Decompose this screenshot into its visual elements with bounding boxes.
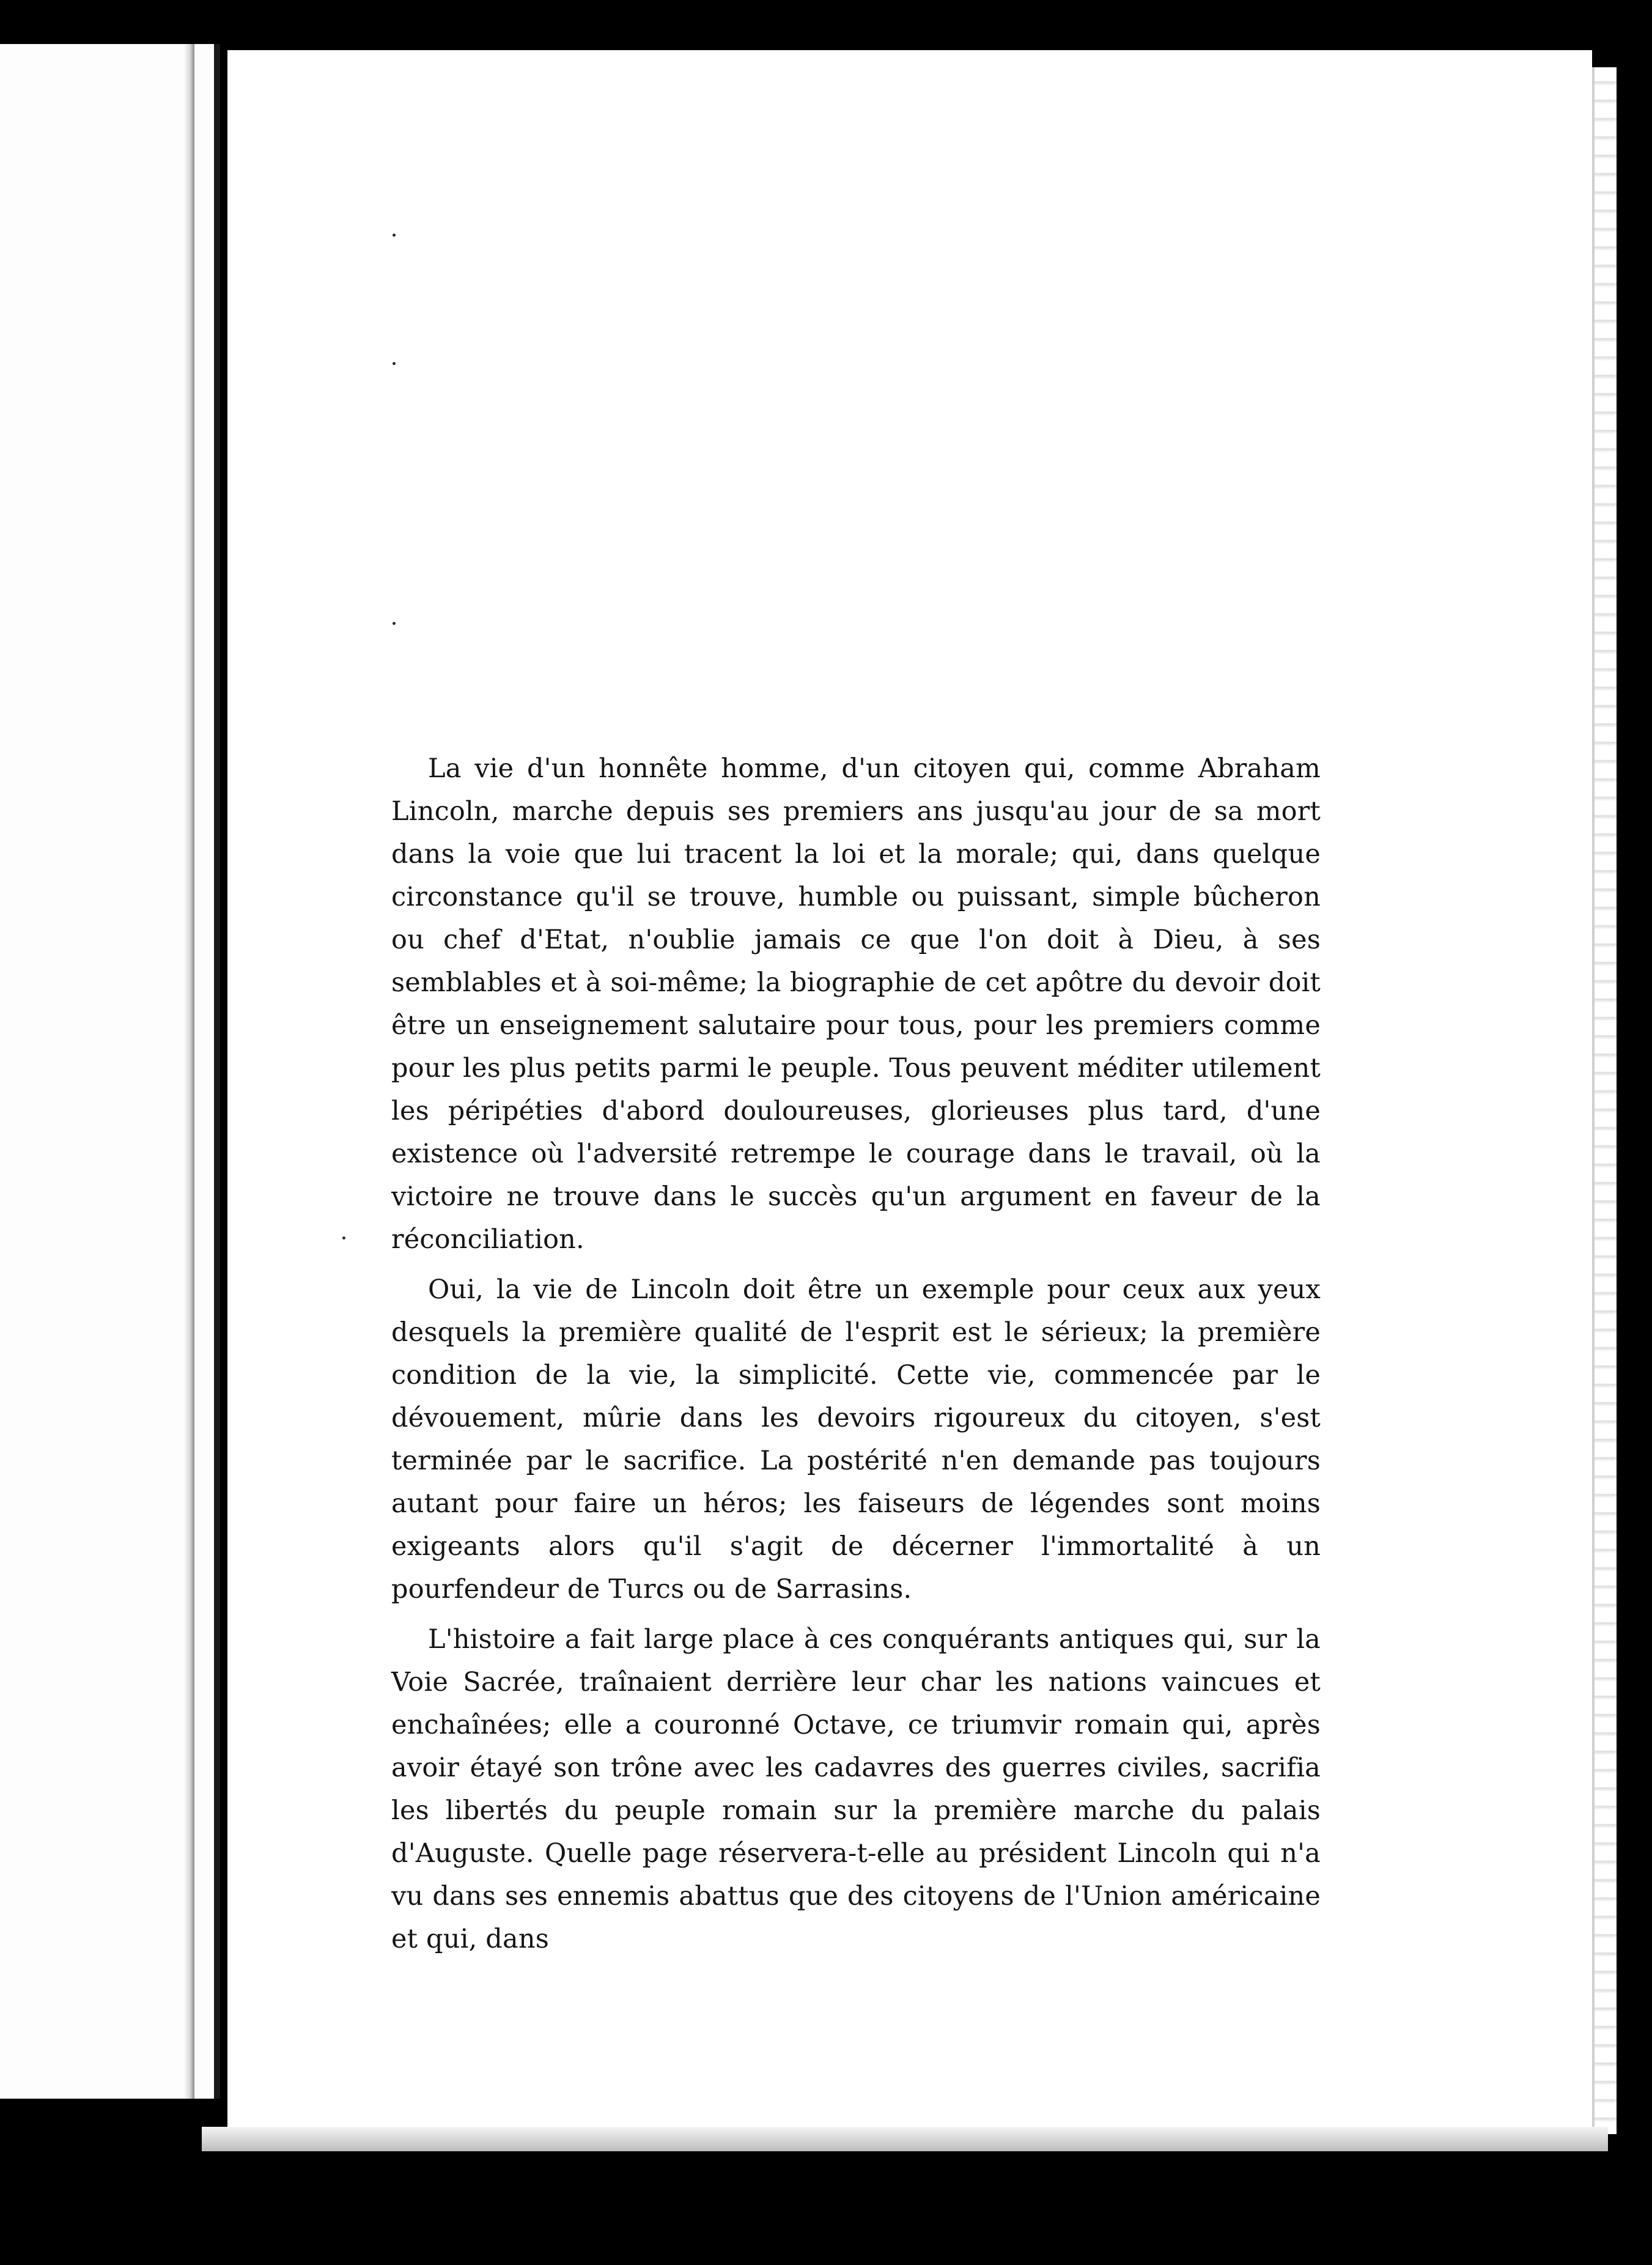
- paper-speck: [342, 1236, 345, 1240]
- paragraph: L'histoire a fait large place à ces conquérants antiques qui, sur la Voie Sacrée, traînaient derrière leur char les nations vaincues et enchaînées; elle a couronné Octave, ce triumvir romain qui, après avoir étayé son trône avec les cadavres des guerres civiles, sacrifia les libertés du peuple romain sur la première marche du palais d'Auguste. Quelle page réservera-t-elle au président Lincoln qui n'a vu dans ses ennemis abattus que des citoyens de l'Union américaine et qui, dans: [391, 1624, 1321, 1954]
- paper-speck: [393, 234, 396, 237]
- page-gutter-shadow: [183, 44, 194, 2099]
- paragraph: Oui, la vie de Lincoln doit être un exemple pour ceux aux yeux desquels la première qualité de l'esprit est le sérieux; la première condition de la vie, la simplicité. Cette vie, commencée par le dévouement, mûrie dans les devoirs rigoureux du citoyen, s'est terminée par le sacrifice. La postérité n'en demande pas toujours autant pour faire un héros; les faiseurs de légendes sont moins exigeants alors qu'il s'agit de décerner l'immortalité à un pourfendeur de Turcs ou de Sarrasins.: [391, 1274, 1321, 1605]
- book-page: [227, 50, 1592, 2127]
- paper-speck: [393, 362, 396, 365]
- paragraph: La vie d'un honnête homme, d'un citoyen qui, comme Abraham Lincoln, marche depuis ses premiers ans jusqu'au jour de sa mort dans la voie que lui tracent la loi et la morale; qui, dans quelque circonstance qu'il se trouve, humble ou puissant, simple bûcheron ou chef d'Etat, n'oublie jamais ce que l'on doit à Dieu, à ses semblables et à soi-même; la biographie de cet apôtre du devoir doit être un enseignement salutaire pour tous, pour les premiers comme pour les plus petits parmi le peuple. Tous peuvent méditer utilement les péripéties d'abord douloureuses, glorieuses plus tard, d'une existence où l'adversité retrempe le courage dans le travail, où la victoire ne trouve dans le succès qu'un argument en faveur de la réconciliation.: [391, 753, 1321, 1255]
- page-stack-bottom-edge: [202, 2127, 1608, 2151]
- paper-speck: [393, 622, 396, 625]
- body-text: [391, 747, 1321, 1960]
- page-stack-right-edge: [1592, 67, 1617, 2134]
- previous-page-edge: [0, 44, 220, 2099]
